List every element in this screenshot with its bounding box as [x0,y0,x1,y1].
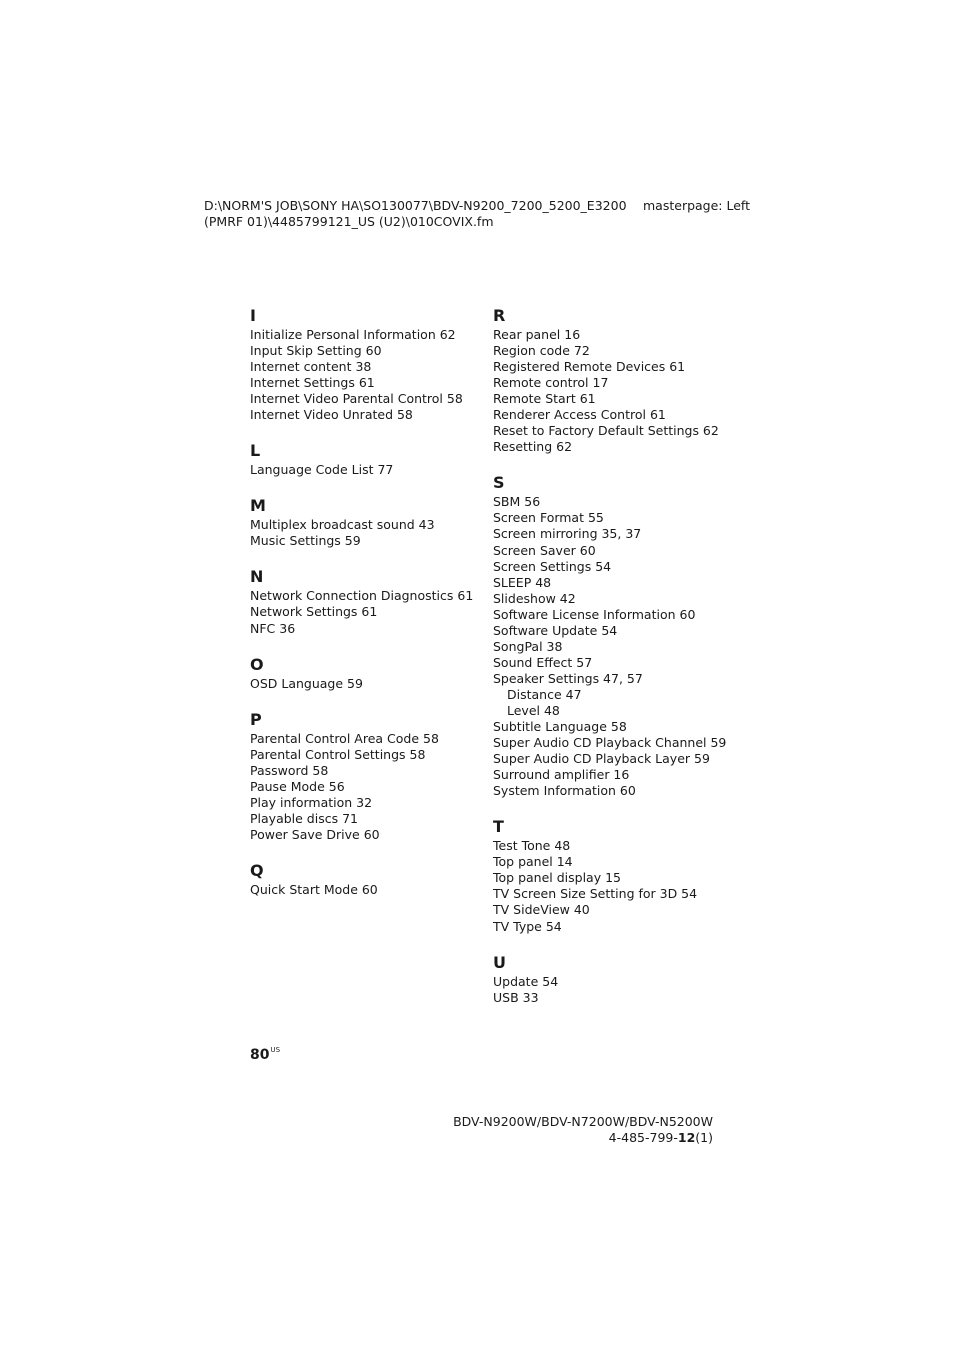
index-entry: Speaker Settings 47, 57 [493,670,643,686]
index-section-n [250,567,486,636]
index-entry: Resetting 62 [493,439,573,455]
index-entry: Super Audio CD Playback Channel 59 [493,735,727,751]
section-letter: T [493,817,504,837]
index-section-p [250,710,486,843]
section-letter: O [250,654,264,674]
index-section-o [250,655,486,692]
index-entry: Surround amplifier 16 [493,767,630,783]
index-entry: Remote control 17 [493,375,609,391]
index-entry: OSD Language 59 [250,675,363,691]
index-entry: Registered Remote Devices 61 [493,359,686,375]
section-letter: R [493,306,506,325]
index-entry: Quick Start Mode 60 [250,881,378,897]
index-entry: Sound Effect 57 [493,654,593,670]
index-entry: Pause Mode 56 [250,778,345,794]
index-entry: Update 54 [493,973,559,989]
document-code-suffix: (1) [695,1130,713,1145]
index-entry: SBM 56 [493,494,541,510]
index-section-t [493,817,729,934]
index-entry: Input Skip Setting 60 [250,343,382,359]
index-entry: SongPal 38 [493,638,563,654]
model-numbers: BDV-N9200W/BDV-N7200W/BDV-N5200W [453,1114,713,1129]
index-entry: Region code 72 [493,343,590,359]
index-entry: TV Type 54 [493,918,562,934]
file-path-line-2: (PMRF 01)\4485799121_US (U2)\010COVIX.fm [204,214,494,229]
masterpage-label: masterpage: Left [643,198,751,213]
index-entry: System Information 60 [493,783,636,799]
document-code-revision: 12 [677,1130,696,1145]
file-path-header [204,198,627,230]
index-entry: Language Code List 77 [250,462,394,478]
index-entry: Network Connection Diagnostics 61 [250,588,474,604]
index-entry: Internet Video Parental Control 58 [250,391,463,407]
index-entry: TV Screen Size Setting for 3D 54 [493,886,698,902]
index-entry: Playable discs 71 [250,810,358,826]
index-entry: SLEEP 48 [493,574,552,590]
index-entry: Play information 32 [250,794,373,810]
index-entry: Software License Information 60 [493,606,696,622]
index-entry: Screen Settings 54 [493,558,612,574]
section-letter: N [250,567,264,587]
index-entry: USB 33 [493,989,539,1005]
index-entry: Top panel display 15 [493,870,621,886]
index-section-i [250,306,486,423]
index-entry: Slideshow 42 [493,590,576,606]
document-footer [453,1114,713,1146]
index-subentry: Distance 47 [507,686,582,702]
index-entry: Screen Saver 60 [493,542,596,558]
index-entry: Internet content 38 [250,359,372,375]
index-entry: Music Settings 59 [250,533,361,549]
section-letter: P [250,709,262,729]
section-letter: L [250,441,261,461]
index-section-m [250,496,486,549]
section-letter: I [250,306,256,325]
index-entry: Super Audio CD Playback Layer 59 [493,751,710,767]
index-section-s [493,473,729,799]
index-entry: Internet Video Unrated 58 [250,407,413,423]
index-entry: Internet Settings 61 [250,375,375,391]
section-letter: S [493,473,505,493]
page-number-region: US [270,1046,281,1054]
index-entry: Power Save Drive 60 [250,826,380,842]
index-section-r [493,306,729,455]
section-letter: U [493,952,506,972]
index-column-left [250,306,486,916]
index-section-q [250,861,486,898]
index-entry: Screen Format 55 [493,510,604,526]
index-entry: Remote Start 61 [493,391,596,407]
index-entry: Initialize Personal Information 62 [250,327,456,342]
index-entry: Parental Control Area Code 58 [250,730,439,746]
index-column-right [493,306,729,1024]
index-entry: Network Settings 61 [250,604,378,620]
document-code [453,1130,713,1146]
index-entry: Password 58 [250,762,329,778]
index-entry: Top panel 14 [493,854,573,870]
section-letter: M [250,496,266,516]
index-section-u [493,953,729,1006]
index-entry: Rear panel 16 [493,327,581,342]
index-entry: Subtitle Language 58 [493,719,627,735]
index-entry: Parental Control Settings 58 [250,746,426,762]
index-entry: NFC 36 [250,620,296,636]
file-path-line-1: D:\NORM'S JOB\SONY HA\SO130077\BDV-N9200_7200_5200_E3200 [204,198,627,213]
index-entry: Reset to Factory Default Settings 62 [493,423,719,439]
index-entry: Test Tone 48 [493,838,571,854]
index-entry: Software Update 54 [493,622,618,638]
section-letter: Q [250,860,264,880]
index-entry: TV SideView 40 [493,902,590,918]
index-section-l [250,441,486,478]
page-number [250,1040,280,1065]
index-subentry: Level 48 [507,702,560,718]
index-entry: Screen mirroring 35, 37 [493,526,642,542]
index-entry: Multiplex broadcast sound 43 [250,517,435,533]
page-number-value: 80 [250,1047,270,1063]
document-code-prefix: 4-485-799- [608,1130,678,1145]
index-entry: Renderer Access Control 61 [493,407,666,423]
